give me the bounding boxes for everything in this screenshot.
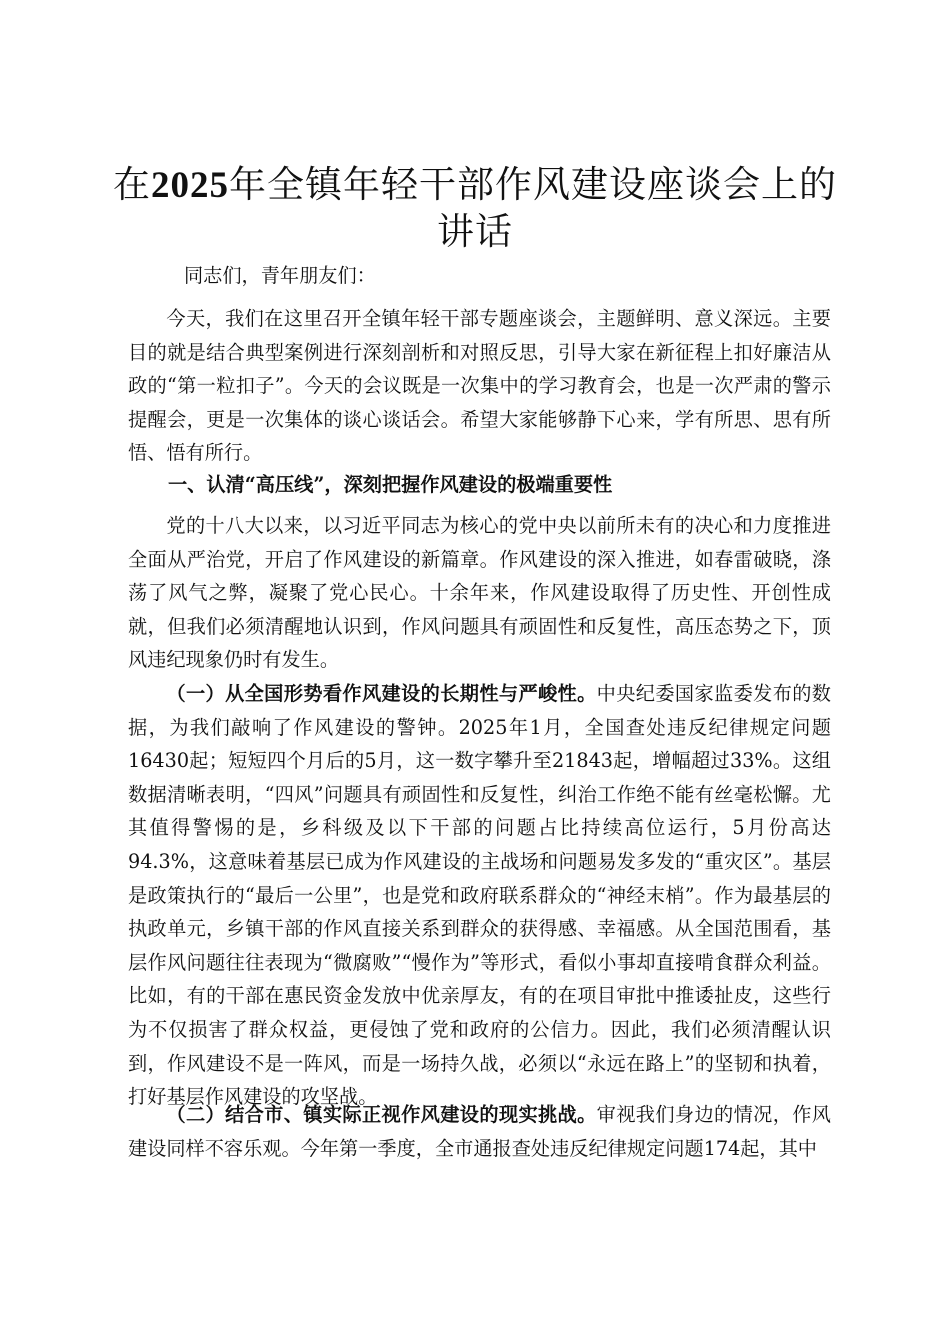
sub2-lead: （二）结合市、镇实际正视作风建设的现实挑战。 — [166, 1103, 597, 1126]
title-suffix: 年全镇年轻干部作风建设座谈会上的讲话 — [229, 163, 837, 253]
section1-paragraph: 党的十八大以来，以习近平同志为核心的党中央以前所未有的决心和力度推进全面从严治党，开启了作风建设的新篇章。作风建设的深入推进，如春雷破晓，涤荡了风气之弊，凝聚了党心民心。十余年来，作风建设取得了历史性、开创性成就，但我们必须清醒地认识到，作风问题具有顽固性和反复性，高压态势之下，顶风违纪现象仍时有发生。 — [128, 514, 831, 672]
sub1-block — [128, 677, 831, 1114]
title-prefix: 在 — [113, 163, 151, 206]
sub2-block — [128, 1098, 831, 1165]
sub1-paragraph — [128, 677, 831, 1114]
salutation: 同志们，青年朋友们： — [184, 264, 376, 287]
intro-paragraph: 今天，我们在这里召开全镇年轻干部专题座谈会，主题鲜明、意义深远。主要目的就是结合典型案例进行深刻剖析和对照反思，引导大家在新征程上扣好廉洁从政的“第一粒扣子”。今天的会议既是一次集中的学习教育会，也是一次严肃的警示提醒会，更是一次集体的谈心谈话会。希望大家能够静下心来，学有所思、思有所悟、悟有所行。 — [128, 307, 831, 465]
section1-block — [128, 509, 831, 677]
section1-heading: 一、认清“高压线”，深刻把握作风建设的极端重要性 — [168, 473, 613, 496]
sub1-text: 中央纪委国家监委发布的数据，为我们敲响了作风建设的警钟。2025年1月，全国查处违反纪律规定问题16430起；短短四个月后的5月，这一数字攀升至21843起，增幅超过33%。这组数据清晰表明，“四风”问题具有顽固性和反复性，纠治工作绝不能有丝毫松懈。尤其值得警惕的是，乡科级及以下干部的问题占比持续高位运行，5月份高达94.3%，这意味着基层已成为作风建设的主战场和问题易发多发的“重灾区”。基层是政策执行的“最后一公里”，也是党和政府联系群众的“神经末梢”。作为最基层的执政单元，乡镇干部的作风直接关系到群众的获得感、幸福感。从全国范围看，基层作风问题往往表现为“微腐败”“慢作为”等形式，看似小事却直接啃食群众利益。比如，有的干部在惠民资金发放中优亲厚友，有的在项目审批中推诿扯皮，这些行为不仅损害了群众权益，更侵蚀了党和政府的公信力。因此，我们必须清醒认识到，作风建设不是一阵风，而是一场持久战，必须以“永远在路上”的坚韧和执着，打好基层作风建设的攻坚战。 — [128, 682, 831, 1109]
title-year: 2025 — [151, 165, 229, 206]
sub1-lead: （一）从全国形势看作风建设的长期性与严峻性。 — [166, 682, 597, 705]
sub2-text: 审视我们身边的情况，作风建设同样不容乐观。今年第一季度，全市通报查处违反纪律规定问题174起，其中 — [128, 1103, 831, 1160]
sub2-paragraph — [128, 1098, 831, 1165]
intro-block — [128, 302, 831, 470]
page-title — [100, 162, 850, 255]
